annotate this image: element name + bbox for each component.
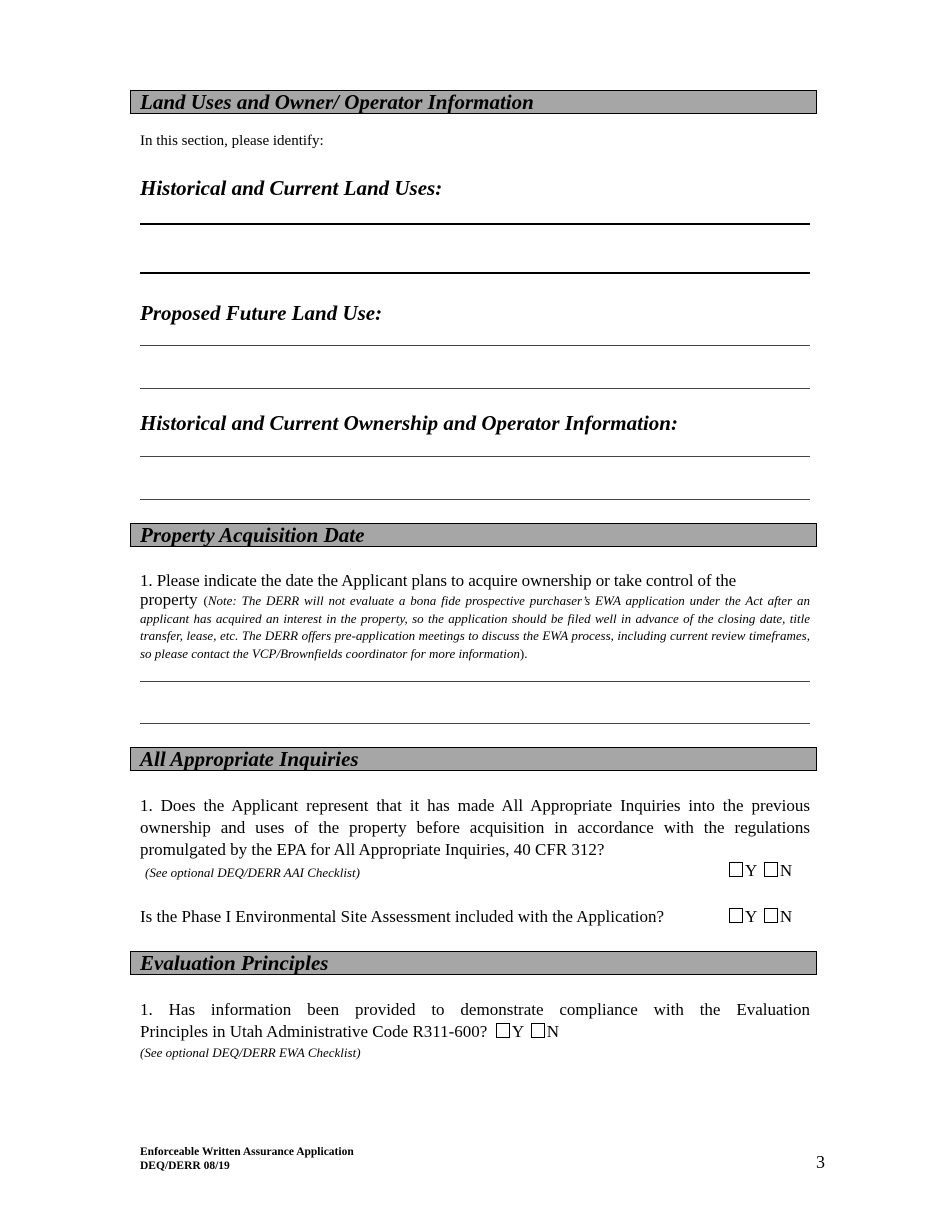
section-intro: In this section, please identify:: [140, 133, 324, 149]
aai-q1-no-label: N: [779, 861, 793, 880]
evaluation-yes-checkbox[interactable]: [496, 1023, 510, 1038]
acquisition-note-text: Note: The DERR will not evaluate a bona fide prospective purchaser’s EWA application under the Act after an applicant has acquired an interest in the property, so the application should be filed well in advance of the closing date, title transfer, lease, etc. The DERR offers pre-application meetings to discuss the EWA process, including current review timeframes, so please contact the VCP/Brownfields coordinator for more information: [140, 593, 811, 661]
evaluation-yes-label: Y: [511, 1022, 524, 1041]
phase1-yes-label: Y: [745, 907, 757, 926]
aai-q1-yes-label: Y: [745, 861, 757, 880]
acquisition-question-word: property: [140, 590, 198, 609]
ownership-operator-line-2[interactable]: [140, 499, 810, 500]
page-number: 3: [816, 1152, 825, 1172]
evaluation-no-label: N: [546, 1022, 560, 1041]
phase1-question: Is the Phase I Environmental Site Assessment included with the Application?: [140, 907, 665, 926]
section-heading-acquisition-date: Property Acquisition Date: [130, 523, 817, 547]
ownership-operator-line-1[interactable]: [140, 456, 810, 457]
aai-q1-yes-checkbox[interactable]: [729, 862, 743, 877]
aai-q1-no-checkbox[interactable]: [764, 862, 778, 877]
historical-current-land-uses-label: Historical and Current Land Uses:: [140, 176, 443, 200]
aai-question-1: 1. Does the Applicant represent that it has made All Appropriate Inquiries into the previous ownership and uses of the property before acquisition in accordance with the regulations promulgated by the EPA for All Appropriate Inquiries, 40 CFR 312?: [140, 796, 810, 859]
acquisition-question-note: [140, 592, 810, 662]
proposed-future-land-use-line-2[interactable]: [140, 388, 810, 389]
phase1-yes-checkbox[interactable]: [729, 908, 743, 923]
acquisition-date-line-2[interactable]: [140, 723, 810, 724]
footer-code: DEQ/DERR 08/19: [140, 1160, 230, 1172]
ewa-checklist-note: (See optional DEQ/DERR EWA Checklist): [140, 1045, 361, 1060]
acquisition-question-line-1: 1. Please indicate the date the Applicant plans to acquire ownership or take control of the: [140, 571, 737, 590]
note-close-paren: ).: [519, 645, 528, 661]
historical-current-land-uses-line-2[interactable]: [140, 272, 810, 274]
phase1-no-checkbox[interactable]: [764, 908, 778, 923]
evaluation-question-line-2: [140, 1021, 559, 1043]
ownership-operator-label: Historical and Current Ownership and Operator Information:: [140, 411, 678, 435]
note-open-paren: (: [203, 593, 208, 608]
section-heading-evaluation: Evaluation Principles: [130, 951, 817, 975]
proposed-future-land-use-label: Proposed Future Land Use:: [140, 301, 383, 325]
phase1-no-label: N: [779, 907, 793, 926]
historical-current-land-uses-line-1[interactable]: [140, 223, 810, 225]
evaluation-no-checkbox[interactable]: [531, 1023, 545, 1038]
phase1-yes-no: [729, 907, 792, 927]
aai-q1-yes-no: [729, 861, 792, 881]
aai-checklist-note: (See optional DEQ/DERR AAI Checklist): [145, 865, 360, 880]
section-heading-aai: All Appropriate Inquiries: [130, 747, 817, 771]
acquisition-date-line-1[interactable]: [140, 681, 810, 682]
evaluation-question-text: Principles in Utah Administrative Code R311-600?: [140, 1022, 488, 1041]
section-heading-land-uses: Land Uses and Owner/ Operator Information: [130, 90, 817, 114]
proposed-future-land-use-line-1[interactable]: [140, 345, 810, 346]
evaluation-question-line-1: 1. Has information been provided to demonstrate compliance with the Evaluation: [140, 1000, 810, 1019]
footer-title: Enforceable Written Assurance Application: [140, 1146, 354, 1158]
